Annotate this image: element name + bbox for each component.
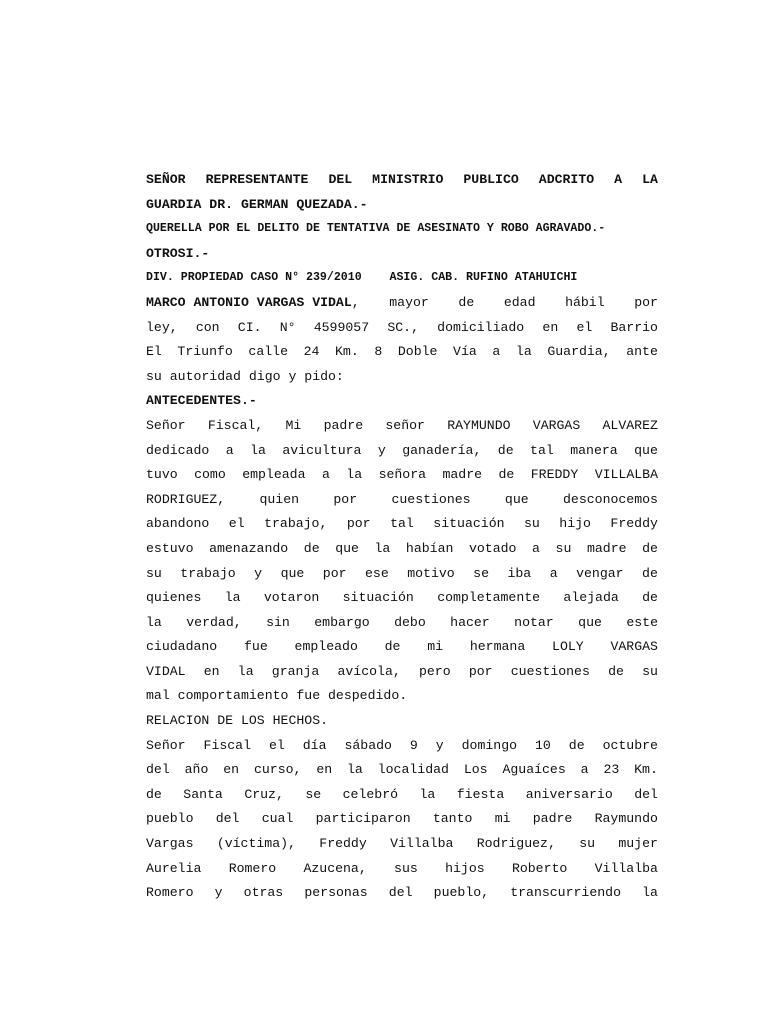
word: y bbox=[377, 442, 386, 458]
word: CI. bbox=[237, 319, 262, 335]
word: votaron bbox=[263, 590, 320, 606]
word: su bbox=[524, 516, 540, 532]
word: curso, bbox=[253, 762, 302, 778]
word: trabajo, bbox=[264, 516, 328, 532]
word: empleado bbox=[294, 639, 358, 655]
antecedentes-body bbox=[146, 414, 658, 685]
word: 8 bbox=[374, 344, 383, 360]
word: iba bbox=[507, 565, 532, 581]
word: PUBLICO bbox=[463, 172, 519, 187]
word: el bbox=[576, 319, 593, 335]
word: celebró bbox=[342, 786, 399, 802]
word: que bbox=[504, 491, 529, 507]
antecedentes-line-5 bbox=[146, 512, 658, 537]
word: la bbox=[237, 663, 254, 679]
word: y bbox=[435, 737, 444, 753]
word: debo bbox=[394, 614, 426, 630]
antecedentes-line-4 bbox=[146, 488, 658, 513]
word: de bbox=[642, 565, 658, 581]
word: Doble bbox=[397, 344, 438, 360]
word: este bbox=[626, 614, 658, 630]
word: avicultura bbox=[282, 442, 362, 458]
word: sin bbox=[266, 614, 290, 630]
header-line-1 bbox=[146, 168, 658, 193]
word: su bbox=[146, 565, 162, 581]
word: por bbox=[333, 491, 358, 507]
word: sus bbox=[394, 860, 418, 876]
word: pueblo bbox=[146, 811, 194, 827]
word: avícola, bbox=[337, 663, 401, 679]
word: Freddy bbox=[319, 836, 367, 852]
word: fiesta bbox=[456, 786, 505, 802]
word: la bbox=[419, 786, 436, 802]
word: Los bbox=[463, 762, 488, 778]
word: REPRESENTANTE bbox=[205, 172, 309, 187]
word: amenazando bbox=[209, 540, 289, 556]
word: Vargas bbox=[146, 836, 194, 852]
word: fue bbox=[244, 639, 268, 655]
word: pueblo, bbox=[433, 885, 490, 901]
word: pero bbox=[418, 663, 451, 679]
word: la bbox=[374, 540, 391, 556]
word: tuvo bbox=[146, 467, 178, 483]
word: mayor bbox=[389, 294, 429, 310]
intro-line-2 bbox=[146, 316, 658, 341]
antecedentes-line-6 bbox=[146, 537, 658, 562]
relacion-line-5 bbox=[146, 832, 658, 857]
word: a bbox=[492, 344, 501, 360]
word: aniversario bbox=[525, 786, 613, 802]
word: estuvo bbox=[146, 540, 194, 556]
word: Rodriguez, bbox=[476, 836, 556, 852]
word: ganadería, bbox=[402, 442, 482, 458]
word: por bbox=[346, 516, 371, 532]
intro-line-1 bbox=[146, 291, 658, 316]
word: hijos bbox=[445, 860, 485, 876]
antecedentes-line-7 bbox=[146, 562, 658, 587]
word: VILLALBA bbox=[594, 467, 658, 483]
word: situación bbox=[342, 590, 414, 606]
word: como bbox=[194, 467, 226, 483]
word: ALVAREZ bbox=[602, 417, 658, 433]
word: sábado bbox=[344, 737, 392, 753]
word: ADCRITO bbox=[538, 172, 595, 187]
word: por bbox=[634, 294, 658, 310]
word: Km. bbox=[335, 344, 359, 360]
word: otras bbox=[243, 885, 284, 901]
word: la bbox=[515, 344, 532, 360]
word: de bbox=[608, 663, 624, 679]
word: quien bbox=[259, 491, 300, 507]
word: la bbox=[347, 762, 363, 778]
word: edad bbox=[503, 294, 536, 310]
word: localidad bbox=[377, 762, 449, 778]
word: y bbox=[254, 565, 263, 581]
word: en bbox=[316, 762, 333, 778]
word: desconocemos bbox=[563, 491, 658, 507]
antecedentes-last-line: mal comportamiento fue despedido. bbox=[146, 688, 408, 704]
word: se bbox=[305, 786, 322, 802]
word: de bbox=[458, 294, 475, 310]
word: SC., bbox=[387, 319, 419, 335]
word: ante bbox=[626, 344, 658, 360]
word: LOLY bbox=[552, 639, 584, 655]
word: del bbox=[388, 885, 413, 901]
querella-title: QUERELLA POR EL DELITO DE TENTATIVA DE ASESINATO Y ROBO AGRAVADO.- bbox=[146, 222, 606, 236]
word: su bbox=[642, 663, 658, 679]
word: de bbox=[146, 786, 162, 802]
word: que bbox=[335, 540, 359, 556]
intro-line-4: su autoridad digo y pido: bbox=[146, 368, 344, 384]
antecedentes-line-11 bbox=[146, 660, 658, 685]
word: a bbox=[532, 540, 540, 556]
word: Aurelia bbox=[146, 860, 202, 876]
word: mi bbox=[427, 639, 444, 655]
word: habían bbox=[405, 540, 454, 556]
word: ese bbox=[365, 565, 389, 581]
word: Romero bbox=[228, 860, 277, 876]
word: se bbox=[473, 565, 489, 581]
case-reference: DIV. PROPIEDAD CASO N° 239/2010 ASIG. CAB. RUFINO ATAHUICHI bbox=[146, 271, 578, 285]
word: quienes bbox=[146, 590, 202, 606]
intro-comma: , bbox=[351, 294, 360, 310]
word: por bbox=[322, 565, 347, 581]
relacion-line-1 bbox=[146, 734, 658, 759]
word: FREDDY bbox=[530, 467, 579, 483]
word: verdad, bbox=[186, 614, 242, 630]
antecedentes-line-3 bbox=[146, 463, 658, 488]
word: día bbox=[302, 737, 327, 753]
word: Señor bbox=[146, 417, 186, 433]
word: LA bbox=[642, 172, 658, 187]
word: Fiscal bbox=[203, 737, 252, 753]
word: hermana bbox=[469, 639, 526, 655]
word: MINISTRIO bbox=[372, 172, 444, 187]
word: de bbox=[568, 737, 585, 753]
word: Roberto bbox=[511, 860, 568, 876]
word: VARGAS bbox=[532, 417, 581, 433]
word: que bbox=[634, 442, 658, 458]
word: DEL bbox=[328, 172, 353, 187]
relacion-line-6 bbox=[146, 857, 658, 882]
word: motivo bbox=[407, 565, 455, 581]
word: año bbox=[184, 762, 209, 778]
word: Santa bbox=[183, 786, 223, 802]
word: la bbox=[250, 442, 266, 458]
word: de bbox=[642, 590, 658, 606]
word: que bbox=[280, 565, 305, 581]
word: manera bbox=[570, 442, 618, 458]
word: 10 bbox=[535, 737, 551, 753]
word: dedicado bbox=[146, 442, 210, 458]
word: señor bbox=[385, 417, 425, 433]
word: cuestiones bbox=[391, 491, 471, 507]
word: domiciliado bbox=[437, 319, 525, 335]
word: el bbox=[228, 516, 245, 532]
word: de bbox=[497, 442, 514, 458]
relacion-heading: RELACION DE LOS HECHOS. bbox=[146, 713, 329, 729]
word: del bbox=[146, 762, 170, 778]
word: RODRIGUEZ, bbox=[146, 491, 226, 507]
antecedentes-line-1 bbox=[146, 414, 658, 439]
word: en bbox=[203, 663, 220, 679]
relacion-body bbox=[146, 734, 658, 906]
word: en bbox=[542, 319, 559, 335]
word: tal bbox=[530, 442, 554, 458]
word: ciudadano bbox=[146, 639, 218, 655]
header-line-2: GUARDIA DR. GERMAN QUEZADA.- bbox=[146, 196, 368, 212]
word: hijo bbox=[559, 516, 591, 532]
word: Raymundo bbox=[594, 811, 658, 827]
word: trabajo bbox=[180, 565, 236, 581]
word: de bbox=[642, 540, 658, 556]
word: Aguaíces bbox=[502, 762, 566, 778]
antecedentes-heading: ANTECEDENTES.- bbox=[146, 393, 257, 409]
word: y bbox=[214, 885, 223, 901]
word: Barrio bbox=[610, 319, 658, 335]
word: embargo bbox=[314, 614, 370, 630]
word: la bbox=[642, 885, 658, 901]
word: madre bbox=[586, 540, 627, 556]
word: El bbox=[146, 344, 162, 360]
word: Mi bbox=[285, 417, 302, 433]
word: SEÑOR bbox=[146, 172, 186, 187]
word: 9 bbox=[409, 737, 418, 753]
word: notar bbox=[514, 614, 554, 630]
word: la bbox=[224, 590, 241, 606]
word: mujer bbox=[618, 836, 658, 852]
word: señora bbox=[378, 467, 427, 483]
word: completamente bbox=[437, 590, 541, 606]
relacion-line-4 bbox=[146, 807, 658, 832]
word: N° bbox=[279, 319, 296, 335]
word: cual bbox=[261, 811, 294, 827]
word: domingo bbox=[461, 737, 518, 753]
antecedentes-line-2 bbox=[146, 439, 658, 464]
word: en bbox=[223, 762, 240, 778]
word: madre bbox=[442, 467, 483, 483]
word: padre bbox=[532, 811, 573, 827]
word: a bbox=[549, 565, 558, 581]
word: VIDAL bbox=[146, 663, 186, 679]
word: Villalba bbox=[390, 836, 454, 852]
word: alejada bbox=[563, 590, 619, 606]
complainant-name: MARCO ANTONIO VARGAS VIDAL bbox=[146, 294, 352, 310]
word: votado bbox=[468, 540, 517, 556]
word: vengar bbox=[576, 565, 624, 581]
relacion-line-3 bbox=[146, 783, 658, 808]
word: Romero bbox=[146, 885, 194, 901]
word: octubre bbox=[602, 737, 658, 753]
word: la bbox=[346, 467, 363, 483]
word: con bbox=[195, 319, 220, 335]
word: a bbox=[225, 442, 234, 458]
word: calle bbox=[248, 344, 288, 360]
word: personas bbox=[304, 885, 368, 901]
word: de bbox=[384, 639, 401, 655]
antecedentes-line-10 bbox=[146, 635, 658, 660]
word: Freddy bbox=[610, 516, 658, 532]
word: Triunfo bbox=[177, 344, 233, 360]
word: Villalba bbox=[594, 860, 658, 876]
word: A bbox=[614, 172, 623, 187]
antecedentes-line-8 bbox=[146, 586, 658, 611]
word: transcurriendo bbox=[510, 885, 621, 901]
word: situación bbox=[433, 516, 505, 532]
word: tal bbox=[390, 516, 414, 532]
word: hacer bbox=[450, 614, 490, 630]
word: su bbox=[555, 540, 572, 556]
word: RAYMUNDO bbox=[447, 417, 511, 433]
word: (víctima), bbox=[216, 836, 296, 852]
word: participaron bbox=[315, 811, 411, 827]
word: que bbox=[578, 614, 602, 630]
otrosi-label: OTROSI.- bbox=[146, 245, 210, 261]
word: abandono bbox=[146, 516, 210, 532]
word: el bbox=[268, 737, 285, 753]
antecedentes-line-9 bbox=[146, 611, 658, 636]
word: hábil bbox=[565, 294, 605, 310]
word: de bbox=[498, 467, 515, 483]
word: Azucena, bbox=[303, 860, 367, 876]
word: por bbox=[468, 663, 493, 679]
word: Guardia, bbox=[547, 344, 611, 360]
word: Vía bbox=[453, 344, 477, 360]
word: cuestiones bbox=[510, 663, 590, 679]
word: del bbox=[634, 786, 658, 802]
word: VARGAS bbox=[610, 639, 658, 655]
word: ley, bbox=[146, 319, 178, 335]
word: Km. bbox=[634, 762, 658, 778]
intro-line-3 bbox=[146, 340, 658, 365]
document-page bbox=[146, 168, 658, 906]
word: Fiscal, bbox=[207, 417, 264, 433]
word: padre bbox=[323, 417, 364, 433]
word: a bbox=[321, 467, 330, 483]
word: a bbox=[580, 762, 589, 778]
word: de bbox=[303, 540, 320, 556]
word: 24 bbox=[303, 344, 320, 360]
word: la bbox=[146, 614, 162, 630]
word: empleada bbox=[242, 467, 306, 483]
word: granja bbox=[271, 663, 320, 679]
complainant-name-group bbox=[146, 291, 360, 316]
word: tanto bbox=[432, 811, 473, 827]
word: su bbox=[579, 836, 596, 852]
word: del bbox=[215, 811, 240, 827]
word: 4599057 bbox=[313, 319, 370, 335]
word: mi bbox=[494, 811, 511, 827]
word: 23 bbox=[603, 762, 620, 778]
relacion-line-7 bbox=[146, 881, 658, 906]
word: Cruz, bbox=[244, 786, 284, 802]
word: Señor bbox=[146, 737, 186, 753]
relacion-line-2 bbox=[146, 758, 658, 783]
